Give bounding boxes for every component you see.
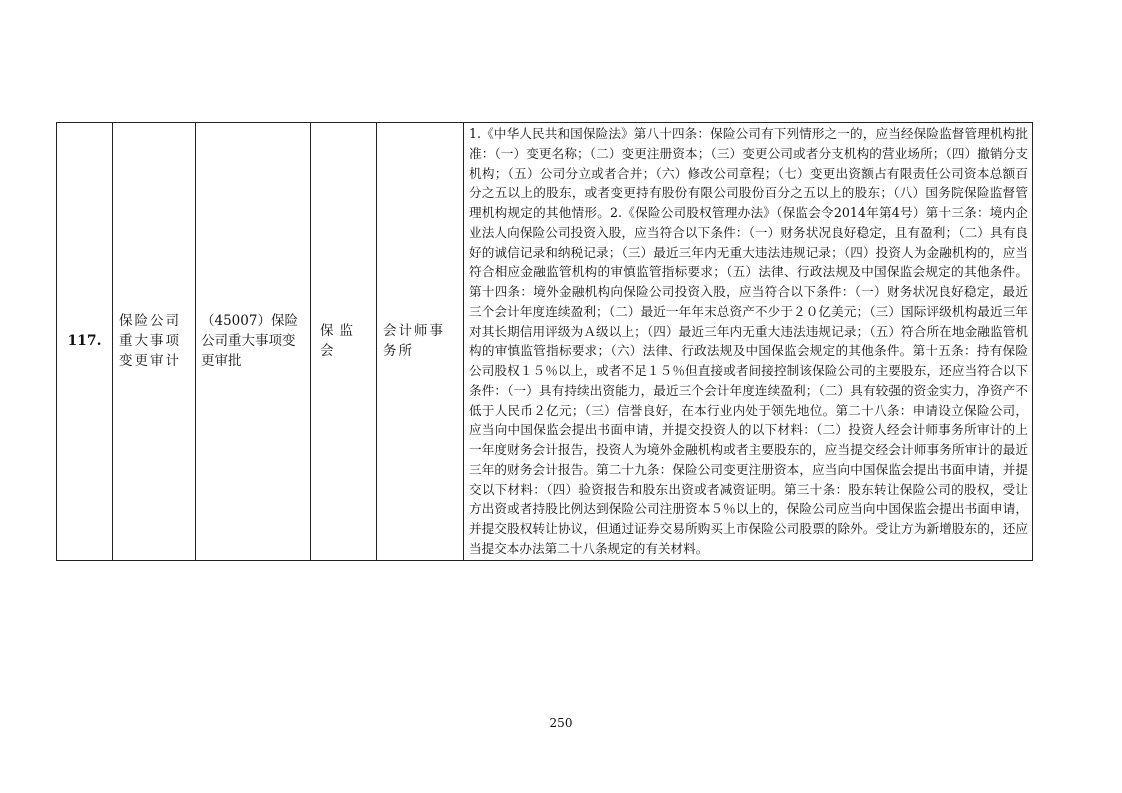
approval-item-cell: （45007）保险公司重大事项变更审批 [196,123,311,561]
row-number: 117. [57,123,113,561]
table-row [57,123,1033,561]
regulation-table [56,122,1033,561]
page-number: 250 [549,716,573,730]
department-cell: 保监会 [311,123,377,561]
item-name-cell: 保险公司重大事项变更审计 [113,123,196,561]
agency-cell: 会计师事务所 [377,123,464,561]
legal-basis-cell: 1.《中华人民共和国保险法》第八十四条：保险公司有下列情形之一的，应当经保险监督管理机构批准：（一）变更名称；（二）变更注册资本；（三）变更公司或者分支机构的营业场所；（四）撤销分支机构；（五）公司分立或者合并；（六）修改公司章程；（七）变更出资额占有限责任公司资本总额百分之五以上的股东，或者变更持有股份有限公司股份百分之五以上的股东；（八）国务院保险监督管理机构规定的其他情形。2.《保险公司股权管理办法》（保监会令2014年第4号）第十三条：境内企业法人向保险公司投资入股，应当符合以下条件：（一）财务状况良好稳定，且有盈利；（二）具有良好的诚信记录和纳税记录；（三）最近三年内无重大违法违规记录；（四）投资人为金融机构的，应当符合相应金融监管机构的审慎监管指标要求；（五）法律、行政法规及中国保监会规定的其他条件。第十四条：境外金融机构向保险公司投资入股，应当符合以下条件：（一）财务状况良好稳定，最近三个会计年度连续盈利；（二）最近一年年末总资产不少于２０亿美元；（三）国际评级机构最近三年对其长期信用评级为Ａ级以上；（四）最近三年内无重大违法违规记录；（五）符合所在地金融监管机构的审慎监管指标要求；（六）法律、行政法规及中国保监会规定的其他条件。第十五条：持有保险公司股权１５％以上，或者不足１５％但直接或者间接控制该保险公司的主要股东，还应当符合以下条件：（一）具有持续出资能力，最近三个会计年度连续盈利；（二）具有较强的资金实力，净资产不低于人民币２亿元；（三）信誉良好，在本行业内处于领先地位。第二十八条：申请设立保险公司，应当向中国保监会提出书面申请，并提交投资人的以下材料：（二）投资人经会计师事务所审计的上一年度财务会计报告，投资人为境外金融机构或者主要股东的，应当提交经会计师事务所审计的最近三年的财务会计报告。第二十九条：保险公司变更注册资本，应当向中国保监会提出书面申请，并提交以下材料：（四）验资报告和股东出资或者减资证明。第三十条：股东转让保险公司的股权，受让方出资或者持股比例达到保险公司注册资本５％以上的，保险公司应当向中国保监会提出书面申请，并提交股权转让协议，但通过证券交易所购买上市保险公司股票的除外。受让方为新增股东的，还应当提交本办法第二十八条规定的有关材料。 [464,123,1033,561]
